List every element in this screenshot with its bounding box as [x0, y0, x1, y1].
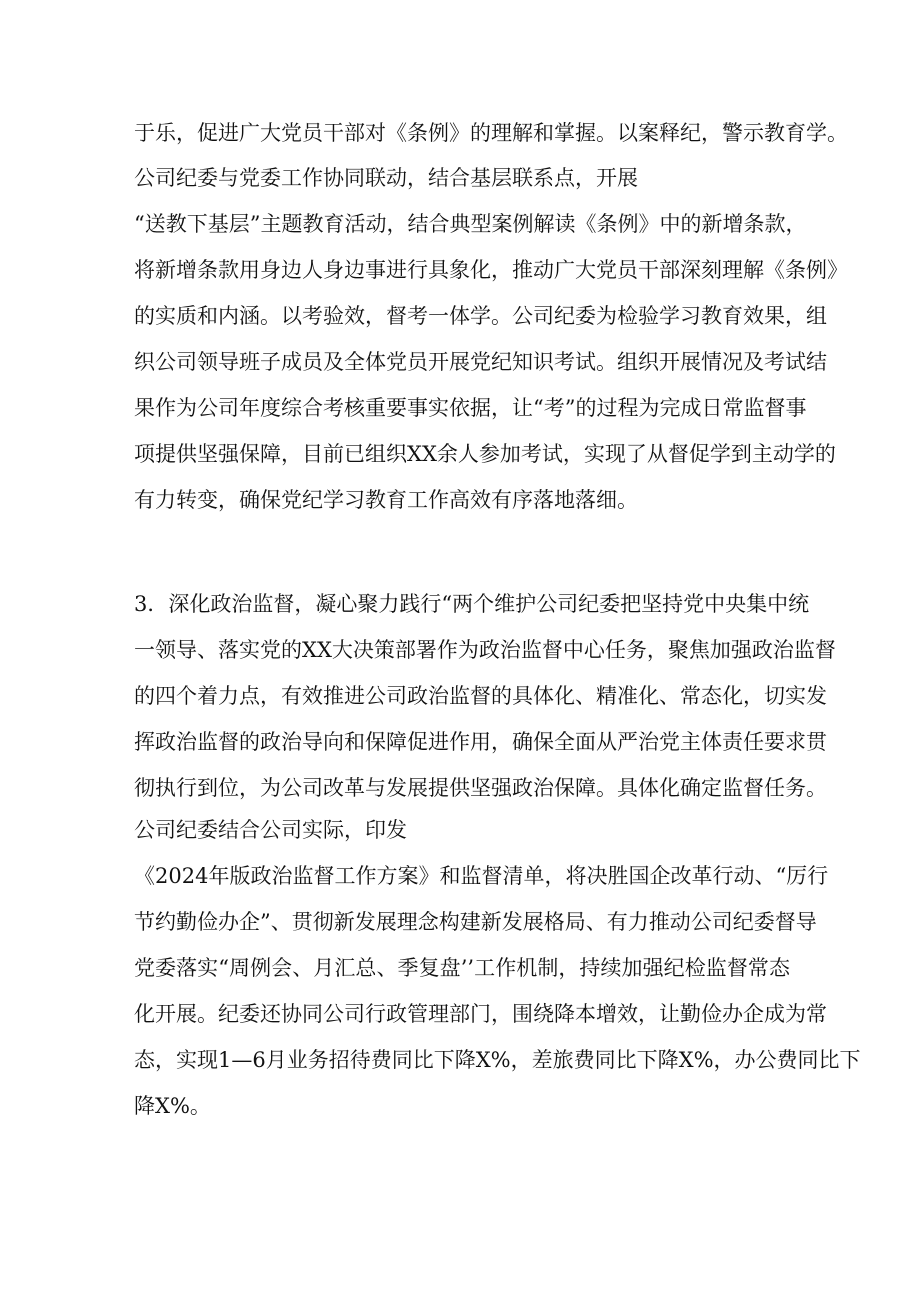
text-line: 的实质和内涵。以考验效，督考一体学。公司纪委为检验学习教育效果，组: [134, 304, 827, 328]
text-line: 公司纪委结合公司实际，印发: [134, 818, 407, 842]
text-line: 化开展。纪委还协同公司行政管理部门，围绕降本增效，让勤俭办企成为常: [134, 1002, 827, 1026]
text-line: 彻执行到位，为公司改革与发展提供坚强政治保障。具体化确定监督任务。: [134, 776, 827, 800]
text-line: 将新增条款用身边人身边事进行具象化，推动广大党员干部深刻理解《条例》: [134, 258, 848, 282]
text-line: 有力转变，确保党纪学习教育工作高效有序落地落细。: [134, 488, 638, 512]
text-line: 降X%。: [134, 1094, 211, 1118]
text-line: 的四个着力点，有效推进公司政治监督的具体化、精准化、常态化，切实发: [134, 684, 827, 708]
text-line: 挥政治监督的政治导向和保障促进作用，确保全面从严治党主体责任要求贯: [134, 730, 827, 754]
text-line: 态，实现1—6月业务招待费同比下降X%，差旅费同比下降X%，办公费同比下: [134, 1048, 861, 1072]
text-line: 节约勤俭办企”、贯彻新发展理念构建新发展格局、有力推动公司纪委督导: [134, 910, 817, 934]
text-line: 项提供坚强保障，目前已组织XX余人参加考试，实现了从督促学到主动学的: [134, 442, 836, 466]
text-line: 果作为公司年度综合考核重要事实依据，让“考”的过程为完成日常监督事: [134, 396, 807, 420]
text-line: 公司纪委与党委工作协同联动，结合基层联系点，开展: [134, 166, 638, 190]
text-line: 一领导、落实党的XX大决策部署作为政治监督中心任务，聚焦加强政治监督: [134, 638, 836, 662]
text-line: 于乐，促进广大党员干部对《条例》的理解和掌握。以案释纪，警示教育学。: [134, 121, 848, 145]
text-line: “送教下基层”主题教育活动，结合典型案例解读《条例》中的新增条款，: [134, 212, 807, 236]
text-line: 织公司领导班子成员及全体党员开展党纪知识考试。组织开展情况及考试结: [134, 350, 827, 374]
text-line: 党委落实“周例会、月汇总、季复盘’’工作机制，持续加强纪检监督常态: [134, 956, 790, 980]
text-line: 3．深化政治监督，凝心聚力践行“两个维护公司纪委把坚持党中央集中统: [134, 592, 810, 616]
text-line: 《2024年版政治监督工作方案》和监督清单，将决胜国企改革行动、“厉行: [134, 864, 829, 888]
